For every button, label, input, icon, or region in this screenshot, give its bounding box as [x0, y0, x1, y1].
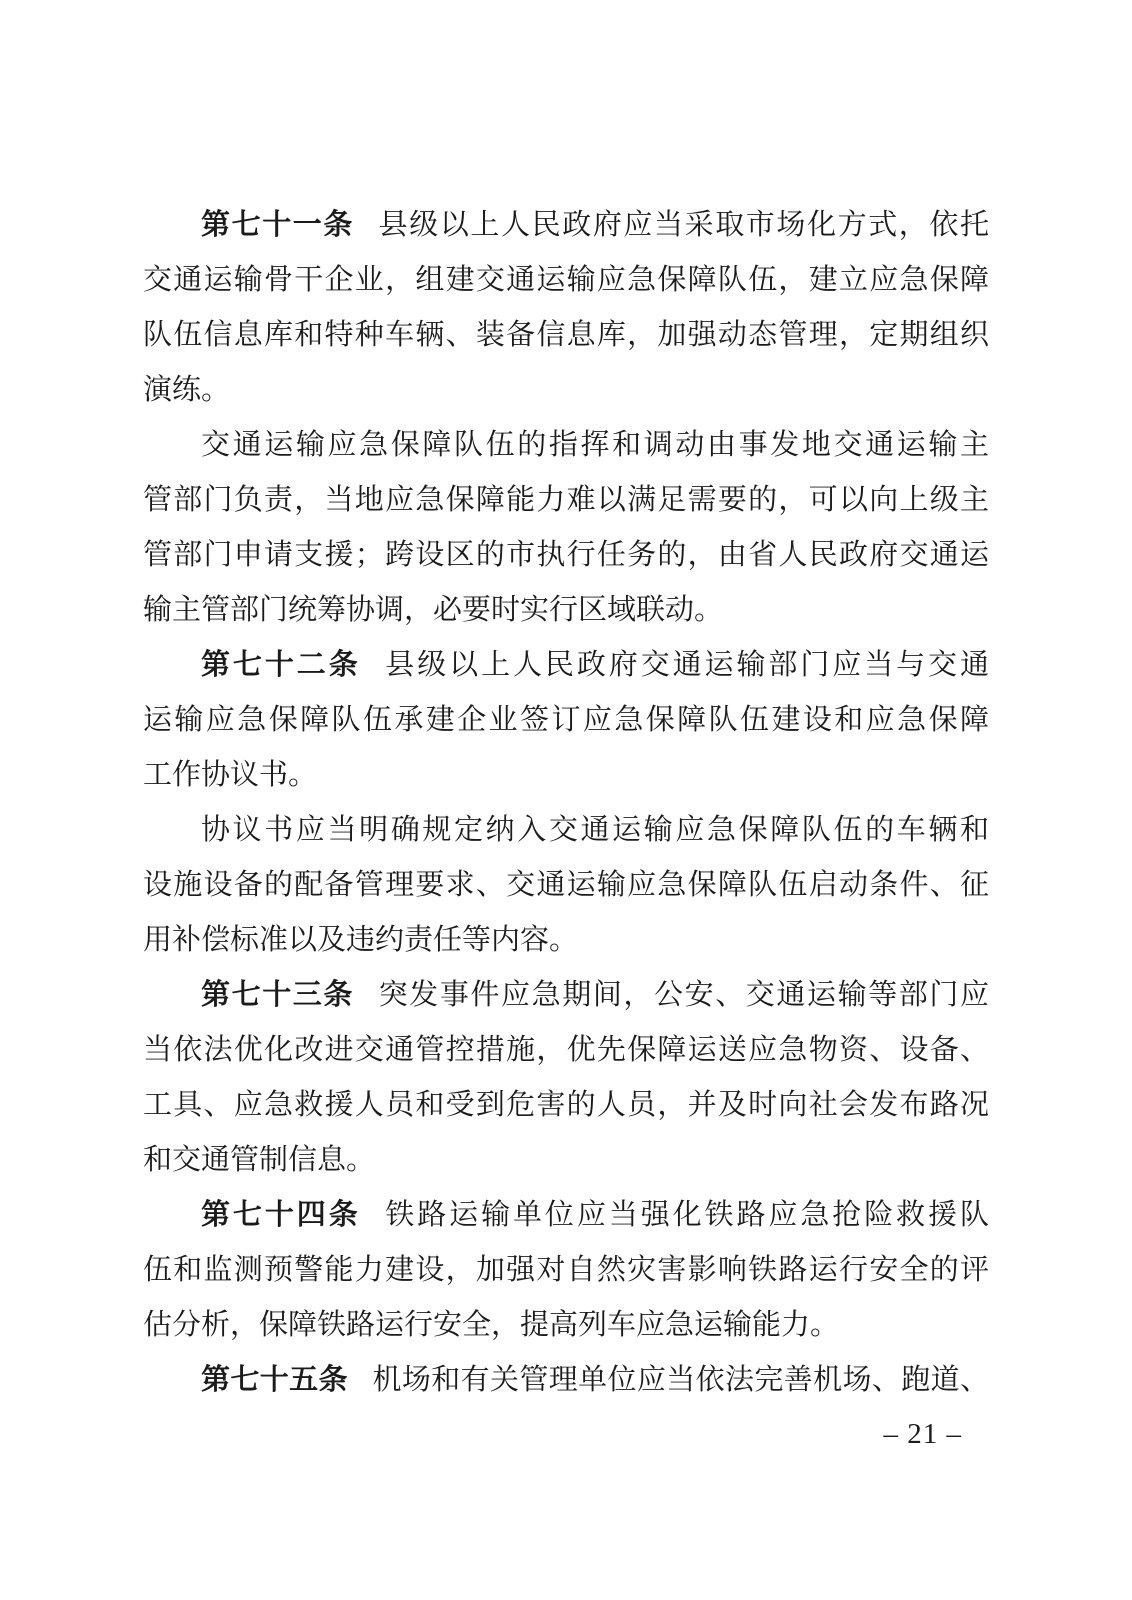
line-text: 估分析，保障铁路运行安全，提高列车应急运输能力。 [143, 1309, 840, 1341]
text-line [143, 473, 989, 528]
text-line [143, 583, 989, 638]
line-text: 交通运输应急保障队伍的指挥和调动由事发地交通运输主 [201, 429, 989, 461]
line-text: 县级以上人民政府交通运输部门应当与交通 [385, 649, 989, 681]
line-text: 输主管部门统筹协调，必要时实行区域联动。 [143, 594, 724, 626]
line-text: 协议书应当明确规定纳入交通运输应急保障队伍的车辆和 [201, 814, 989, 846]
line-text: 县级以上人民政府应当采取市场化方式，依托 [378, 209, 989, 241]
text-line [143, 858, 989, 913]
article-74-opening-line [143, 1188, 989, 1243]
article-71-opening-line [143, 198, 989, 253]
text-line [143, 308, 989, 363]
text-line [143, 803, 989, 858]
line-text: 突发事件应急期间，公安、交通运输等部门应 [378, 979, 989, 1011]
article-73-opening-line [143, 968, 989, 1023]
text-line [143, 1298, 989, 1353]
text-line [143, 418, 989, 473]
line-text: 运输应急保障队伍承建企业签订应急保障队伍建设和应急保障 [143, 704, 989, 736]
line-text: 伍和监测预警能力建设，加强对自然灾害影响铁路运行安全的评 [143, 1254, 989, 1286]
article-71-number: 第七十一条 [201, 209, 354, 241]
text-line [143, 1023, 989, 1078]
line-text: 工具、应急救援人员和受到危害的人员，并及时向社会发布路况 [143, 1089, 989, 1121]
article-72-opening-line [143, 638, 989, 693]
page-number: – 21 – [883, 1418, 962, 1450]
text-line [143, 528, 989, 583]
document-text-block [143, 198, 989, 1408]
line-text: 工作协议书。 [143, 759, 318, 791]
line-text: 管部门申请支援；跨设区的市执行任务的，由省人民政府交通运 [143, 539, 989, 571]
article-74-number: 第七十四条 [201, 1199, 361, 1231]
text-line [143, 913, 989, 968]
line-text: 机场和有关管理单位应当依法完善机场、跑道、 [372, 1364, 989, 1396]
article-75-opening-line [143, 1353, 989, 1408]
line-text: 队伍信息库和特种车辆、装备信息库，加强动态管理，定期组织 [143, 319, 989, 351]
article-73-number: 第七十三条 [201, 979, 354, 1011]
line-text: 管部门负责，当地应急保障能力难以满足需要的，可以向上级主 [143, 484, 989, 516]
line-text: 设施设备的配备管理要求、交通运输应急保障队伍启动条件、征 [143, 869, 989, 901]
text-line [143, 693, 989, 748]
line-text: 铁路运输单位应当强化铁路应急抢险救援队 [385, 1199, 989, 1231]
text-line [143, 1078, 989, 1133]
text-line [143, 748, 989, 803]
line-text: 交通运输骨干企业，组建交通运输应急保障队伍，建立应急保障 [143, 264, 989, 296]
line-text: 用补偿标准以及违约责任等内容。 [143, 924, 579, 956]
article-75-number: 第七十五条 [201, 1364, 348, 1396]
article-72-number: 第七十二条 [201, 649, 361, 681]
text-line [143, 253, 989, 308]
text-line [143, 1243, 989, 1298]
line-text: 和交通管制信息。 [143, 1144, 376, 1176]
line-text: 演练。 [143, 374, 231, 406]
text-line [143, 363, 989, 418]
line-text: 当依法优化改进交通管控措施，优先保障运送应急物资、设备、 [143, 1034, 989, 1066]
text-line [143, 1133, 989, 1188]
